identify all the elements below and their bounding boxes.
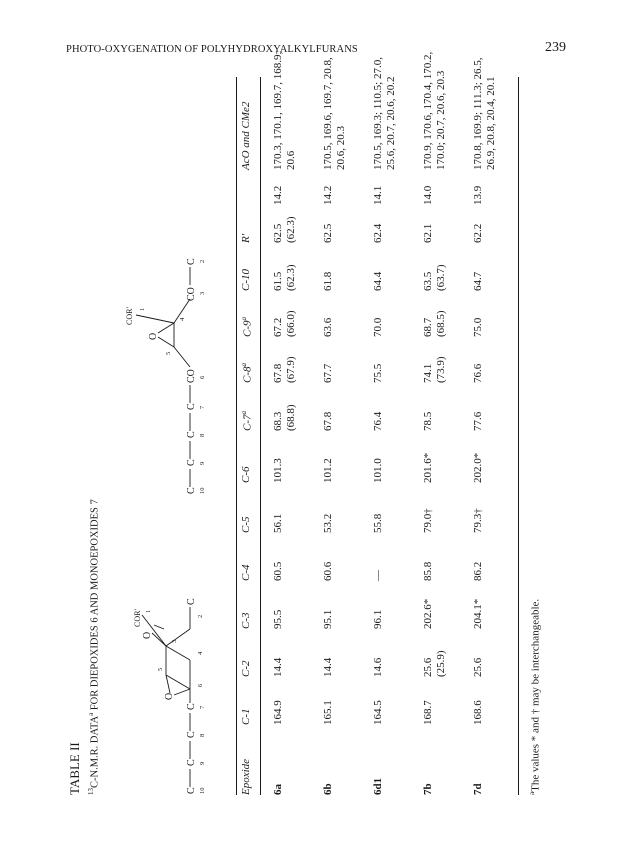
table-cell: 79.0†: [422, 508, 434, 533]
struct-c7: C: [186, 703, 197, 710]
struct-oxygen-2: O: [142, 631, 153, 639]
svg-text:2: 2: [199, 259, 206, 263]
table-cell: 25.6 (25.9): [422, 650, 447, 677]
table-label: TABLE II: [67, 742, 82, 795]
table-row-label: 6a: [272, 784, 284, 795]
table-cell: 14.4: [322, 657, 334, 677]
col-header-c10: C-10: [240, 269, 252, 291]
table-cell: 170.5, 169.6, 169.7, 20.8, 20.6, 20.3: [322, 57, 347, 170]
table-cell: 14.6: [372, 657, 384, 677]
table-cell: 14.0: [422, 185, 434, 205]
table-cell: 101.2: [322, 458, 334, 483]
table-cell: 101.0: [372, 458, 384, 483]
struct-c10: C: [186, 787, 197, 794]
col-header-c7: C-7$^a$: [240, 411, 254, 431]
struct-oxygen-1: O: [164, 692, 175, 700]
table-cell: 170.5, 169.3; 110.5; 27.0, 25.6, 20.7, 20.6, 20.2: [372, 57, 397, 170]
table-cell: 170.8, 169.9; 111.3; 26.5, 26.9, 20.8, 20.4, 20.1: [472, 57, 497, 170]
table-row-label: 6d1: [372, 777, 384, 795]
col-header-c2: C-2: [240, 660, 252, 677]
svg-text:8: 8: [199, 733, 206, 737]
table-cell: 165.1: [322, 700, 334, 725]
svg-text:C: C: [186, 258, 197, 265]
table-cell: 170.9, 170.6, 170.4, 170.2, 170.0; 20.7, 20.6, 20.3: [422, 51, 447, 170]
table-cell: 53.2: [322, 513, 334, 533]
svg-text:3: 3: [199, 291, 206, 295]
svg-text:6: 6: [197, 683, 204, 687]
table-cell: 86.2: [472, 561, 484, 581]
struct-carbonyl-1: CO: [186, 369, 197, 383]
svg-text:C: C: [186, 431, 197, 438]
table-row-label: 7b: [422, 783, 434, 795]
svg-text:3: 3: [171, 639, 178, 643]
table-cell: 25.6: [472, 657, 484, 677]
svg-text:8: 8: [199, 433, 206, 437]
page-number: 239: [545, 40, 566, 55]
table-cell: 168.6: [472, 700, 484, 725]
table-cell: 204.1*: [472, 598, 484, 629]
diepoxide-structure: [104, 585, 232, 795]
struct-oxygen: O: [148, 332, 159, 340]
col-header-r: R': [240, 233, 252, 243]
svg-text:10: 10: [199, 787, 206, 794]
svg-text:C: C: [186, 459, 197, 466]
struct-substituent: COR': [125, 307, 134, 325]
table-cell: 202.0*: [472, 452, 484, 483]
struct-c9: C: [186, 759, 197, 766]
col-header-c1: C-1: [240, 708, 252, 725]
svg-text:5: 5: [165, 351, 172, 355]
table-cell: 62.4: [372, 223, 384, 243]
table-caption: [66, 499, 104, 795]
svg-text:4: 4: [179, 317, 186, 321]
table-cell: 74.1 (73.9): [422, 356, 447, 383]
table-cell: 76.6: [472, 363, 484, 383]
table-cell: 75.5: [372, 363, 384, 383]
table-cell: —: [372, 570, 384, 581]
col-header-c9: C-9$^a$: [240, 317, 254, 337]
col-header-c6: C-6: [240, 466, 252, 483]
table-cell: 14.2: [322, 185, 334, 205]
table-cell: 62.5: [322, 223, 334, 243]
svg-text:4: 4: [197, 651, 204, 655]
table-cell: 60.5: [272, 561, 284, 581]
table-cell: 95.1: [322, 609, 334, 629]
table-header-rule: [260, 77, 261, 795]
table-cell: 60.6: [322, 561, 334, 581]
table-cell: 75.0: [472, 317, 484, 337]
table-cell: 96.1: [372, 609, 384, 629]
table-cell: 67.7: [322, 363, 334, 383]
svg-text:7: 7: [199, 405, 206, 409]
table-top-rule: [236, 77, 237, 795]
table-row-label: 7d: [472, 783, 484, 795]
table-cell: 62.5 (62.3): [272, 216, 297, 243]
table-cell: 61.5 (62.3): [272, 264, 297, 291]
col-header-epoxide: Epoxide: [240, 758, 252, 795]
table-cell: 56.1: [272, 513, 284, 533]
col-header-c8: C-8$^a$: [240, 363, 254, 383]
table-cell: 62.1: [422, 223, 434, 243]
table-cell: 168.7: [422, 700, 434, 725]
svg-text:1: 1: [145, 609, 152, 613]
table-cell: 68.3 (68.8): [272, 404, 297, 431]
svg-text:5: 5: [157, 667, 164, 671]
table-cell: 79.3†: [472, 508, 484, 533]
table-cell: 67.8: [322, 411, 334, 431]
table-cell: 201.6*: [422, 452, 434, 483]
table-cell: 68.7 (68.5): [422, 310, 447, 337]
table-cell: 61.8: [322, 271, 334, 291]
svg-text:10: 10: [199, 487, 206, 494]
table-cell: 85.8: [422, 561, 434, 581]
table-row-label: 6b: [322, 783, 334, 795]
table-cell: 14.2: [272, 185, 284, 205]
table-cell: 76.4: [372, 411, 384, 431]
col-header-c3: C-3: [240, 612, 252, 629]
col-header-c4: C-4: [240, 564, 252, 581]
svg-text:1: 1: [139, 307, 146, 311]
table-cell: 202.6*: [422, 598, 434, 629]
table-bottom-rule: [518, 77, 519, 795]
table-cell: 170.3, 170.1, 169.7, 168.9; 20.6: [272, 51, 297, 170]
table-cell: 67.8 (67.9): [272, 356, 297, 383]
table-cell: 101.3: [272, 458, 284, 483]
table-cell: 14.1: [372, 185, 384, 205]
col-header-c5: C-5: [240, 516, 252, 533]
table-cell: 67.2 (66.0): [272, 310, 297, 337]
table-cell: 64.4: [372, 271, 384, 291]
table-cell: 14.4: [272, 657, 284, 677]
table-cell: 63.6: [322, 317, 334, 337]
table-cell: 64.7: [472, 271, 484, 291]
table-cell: 164.9: [272, 700, 284, 725]
table-cell: 63.5 (63.7): [422, 264, 447, 291]
table-cell: 70.0: [372, 317, 384, 337]
monoepoxide-structure: [104, 235, 232, 495]
table-cell: 77.6: [472, 411, 484, 431]
svg-text:7: 7: [199, 705, 206, 709]
struct-carbonyl-2: CO: [186, 287, 197, 301]
struct-substituent: COR': [133, 609, 142, 627]
table-cell: 55.8: [372, 513, 384, 533]
struct-terminal: C: [186, 598, 197, 605]
col-header-aco: AcO and CMe2: [240, 101, 252, 170]
table-cell: 13.9: [472, 185, 484, 205]
table-title: $^{13}$C-N.M.R. DATA$^a$ FOR DIEPOXIDES 6 AND MONOEPOXIDES 7: [87, 499, 101, 795]
table-cell: 164.5: [372, 700, 384, 725]
svg-text:6: 6: [199, 375, 206, 379]
rotated-table-region: [66, 51, 566, 795]
table-cell: 62.2: [472, 223, 484, 243]
struct-c8: C: [186, 731, 197, 738]
table-footnote: $^a$The values * and † may be interchangeable.: [528, 598, 542, 795]
svg-text:9: 9: [199, 761, 206, 765]
svg-text:C: C: [186, 487, 197, 494]
table-cell: 78.5: [422, 411, 434, 431]
table-cell: 95.5: [272, 609, 284, 629]
svg-text:2: 2: [197, 614, 204, 618]
svg-text:C: C: [186, 403, 197, 410]
running-title: PHOTO-OXYGENATION OF POLYHYDROXYALKYLFURANS: [66, 44, 358, 55]
svg-text:9: 9: [199, 461, 206, 465]
